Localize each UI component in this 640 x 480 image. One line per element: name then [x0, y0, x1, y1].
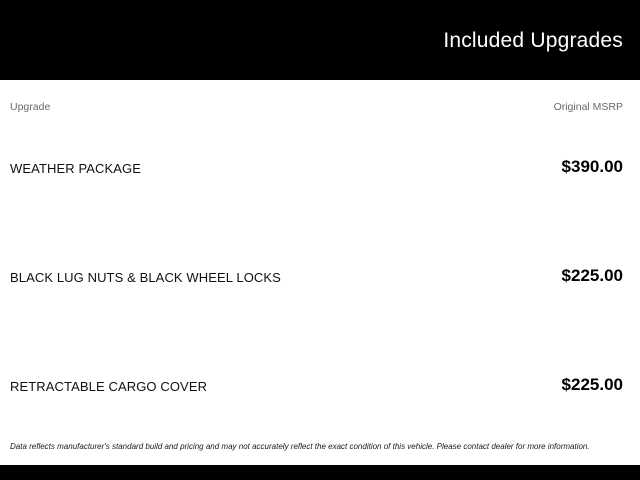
upgrade-price: $390.00 — [561, 157, 623, 176]
upgrade-price: $225.00 — [561, 375, 623, 394]
upgrade-name: WEATHER PACKAGE — [10, 161, 142, 176]
page-header — [0, 0, 640, 80]
upgrades-sheet — [0, 80, 640, 465]
footer-band — [0, 465, 640, 480]
upgrade-name: BLACK LUG NUTS & BLACK WHEEL LOCKS — [10, 270, 281, 285]
disclaimer-text: Data reflects manufacturer's standard build and pricing and may not accurately reflect the exact condition of this vehicle. Please contact dealer for more information. — [10, 442, 590, 451]
page-title: Included Upgrades — [443, 28, 623, 52]
upgrade-price: $225.00 — [561, 266, 623, 285]
table-column-headers — [0, 97, 640, 117]
upgrade-name: RETRACTABLE CARGO COVER — [10, 379, 208, 394]
table-row — [0, 128, 640, 237]
table-row — [0, 237, 640, 346]
table-row — [0, 346, 640, 455]
upgrades-table — [0, 128, 640, 455]
column-header-original-msrp: Original MSRP — [553, 101, 623, 113]
column-header-upgrade: Upgrade — [10, 101, 51, 113]
